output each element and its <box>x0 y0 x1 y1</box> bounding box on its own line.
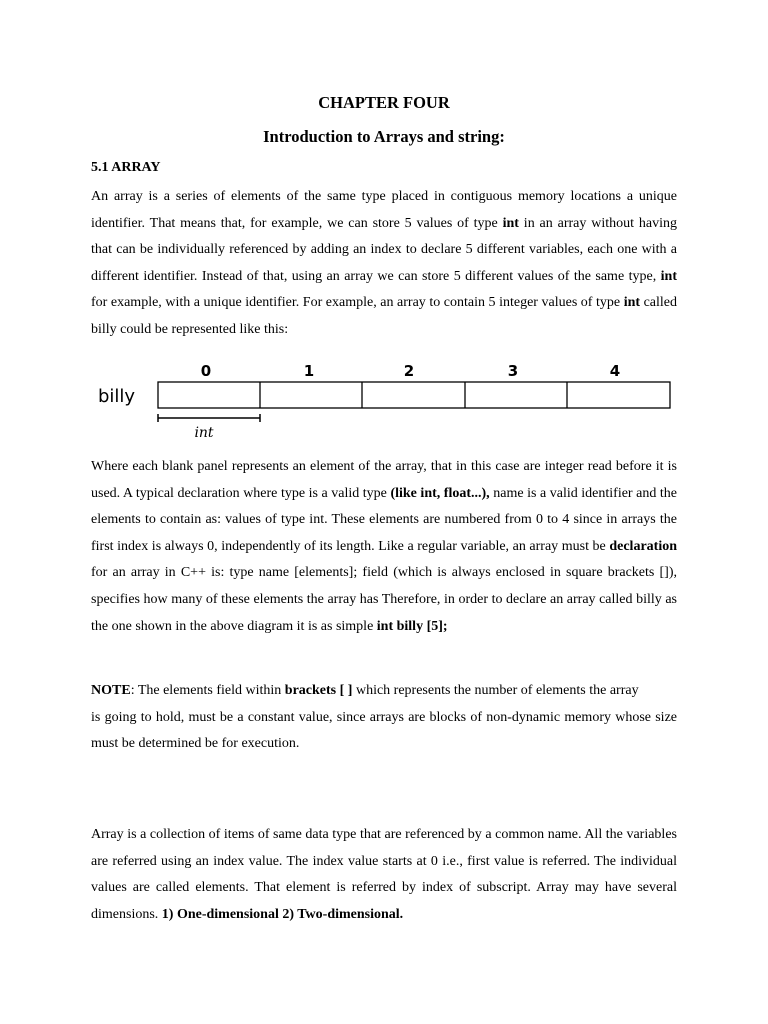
paragraph-array-declaration: Where each blank panel represents an element of the array, that in this case are integer read before it is used. A typical declaration where type is a valid type (like int, float...), name is a valid identifier and the elements to contain as: values of type int. These elements are numbered from 0 to 4 since in arrays the first index is always 0, independently of its length. Like a regular variable, an array must be declaration for an array in C++ is: type name [elements]; field (which is always enclosed in square brackets []), specifies how many of these elements the array has Therefore, in order to declare an array called billy as the one shown in the above diagram it is as simple int billy [5]; <box>91 459 678 634</box>
chapter-title: CHAPTER FOUR <box>318 93 450 112</box>
paragraph-array-collection: Array is a collection of items of same data type that are referenced by a common name. All the variables are referred using an index value. The index value starts at 0 i.e., first value is referred. The individual values are called elements. That element is referred by index of subscript. Array may have several dimensions. 1) One-dimensional 2) Two-dimensional. <box>91 827 677 922</box>
note-second-line: is going to hold, must be a constant value, since arrays are blocks of non-dynamic memory whose size must be determined be for execution. <box>91 709 677 752</box>
array-diagram <box>96 360 676 444</box>
index-label-2: 2 <box>403 362 415 380</box>
chapter-subtitle: Introduction to Arrays and string: <box>263 127 505 146</box>
element-type-label: int <box>194 425 214 441</box>
paragraph-array-definition: An array is a series of elements of the same type placed in contiguous memory locations a unique identifier. That means that, for example, we can store 5 values of type int in an array without having that can be individually referenced by adding an index to declare 5 different variables, each one with a different identifier. Instead of that, using an array we can store 5 different values of the same type, int for example, with a unique identifier. For example, an array to contain 5 integer values of type int called billy could be represented like this: <box>91 189 678 337</box>
index-label-4: 4 <box>609 362 621 380</box>
index-label-1: 1 <box>303 362 315 380</box>
array-outline <box>158 382 670 408</box>
section-heading: 5.1 ARRAY <box>91 160 161 175</box>
note-label: NOTE <box>91 683 131 698</box>
index-label-0: 0 <box>200 362 212 380</box>
note-paragraph <box>91 678 677 758</box>
note-first-line: NOTE: The elements field within brackets [ ] which represents the number of elements the array <box>91 683 639 698</box>
index-label-3: 3 <box>507 362 519 380</box>
array-name-label: billy <box>98 386 136 407</box>
